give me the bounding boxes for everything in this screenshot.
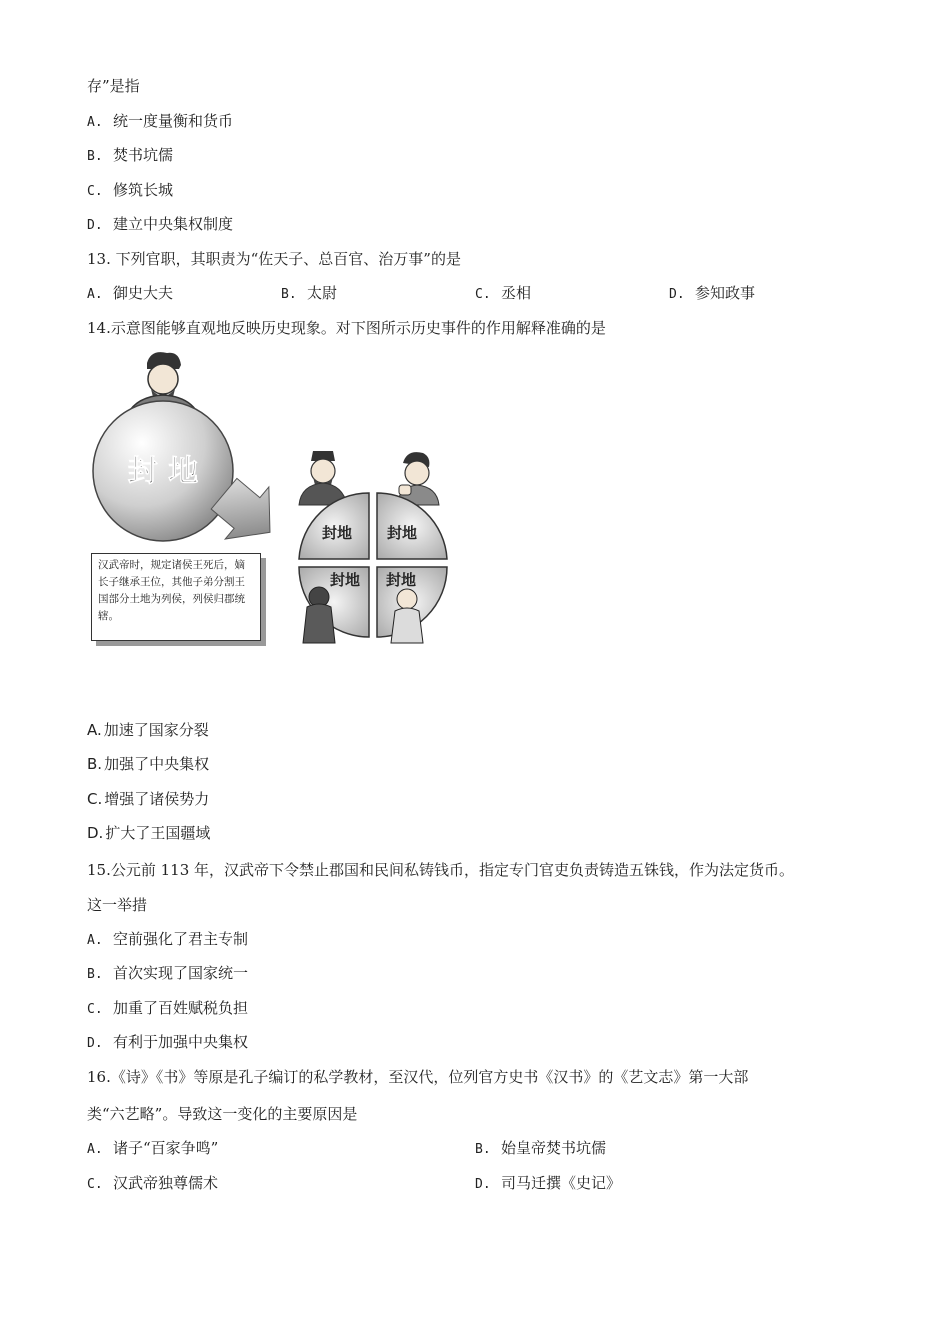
q16-option-d[interactable] xyxy=(475,1173,621,1195)
option-text: 始皇帝焚书坑儒 xyxy=(501,1139,607,1157)
option-label: B. xyxy=(87,755,103,773)
q13-option-c[interactable] xyxy=(475,283,531,305)
q14-option-d[interactable] xyxy=(87,823,210,843)
q14-option-c[interactable] xyxy=(87,789,209,809)
option-label: C. xyxy=(87,184,103,199)
q12-stem-end: 存”是指 xyxy=(87,77,140,95)
option-text: 御史大夫 xyxy=(113,284,174,302)
option-text: 有利于加强中央集权 xyxy=(113,1033,249,1051)
option-text: 加速了国家分裂 xyxy=(103,721,209,739)
fief-diagram xyxy=(87,345,457,650)
option-text: 司马迁撰《史记》 xyxy=(501,1174,622,1192)
option-label: A. xyxy=(87,115,103,130)
option-label: A. xyxy=(87,933,103,948)
q13-stem: 13. 下列官职，其职责为“佐天子、总百官、治万事”的是 xyxy=(87,250,461,268)
q12-option-d[interactable] xyxy=(87,214,233,236)
option-label: B. xyxy=(475,1142,491,1157)
q14-stem: 14.示意图能够直观地反映历史现象。对下图所示历史事件的作用解释准确的是 xyxy=(87,319,606,337)
option-label: D. xyxy=(87,1036,103,1051)
q14-option-a[interactable] xyxy=(87,720,209,740)
q16-option-b[interactable] xyxy=(475,1138,606,1160)
q15-option-b[interactable] xyxy=(87,963,248,985)
option-text: 丞相 xyxy=(501,284,532,302)
fief-label: 封地 xyxy=(385,571,417,589)
fief-label: 封地 xyxy=(386,524,418,542)
q15-option-a[interactable] xyxy=(87,929,248,951)
option-label: B. xyxy=(87,149,103,164)
q12-option-b[interactable] xyxy=(87,145,173,167)
option-label: B. xyxy=(87,967,103,982)
fief-label: 封地 xyxy=(321,524,353,542)
q15-option-d[interactable] xyxy=(87,1032,248,1054)
option-label: D. xyxy=(87,218,103,233)
q16-option-a[interactable] xyxy=(87,1138,218,1160)
big-ball-label: 封 地 xyxy=(127,454,199,489)
option-label: C. xyxy=(87,790,103,808)
option-label: A. xyxy=(87,1142,103,1157)
option-label: D. xyxy=(87,824,104,842)
option-text: 扩大了王国疆域 xyxy=(105,824,211,842)
q13-option-b[interactable] xyxy=(281,283,337,305)
option-text: 修筑长城 xyxy=(113,181,174,199)
small-lord-top-left xyxy=(299,451,347,505)
option-text: 首次实现了国家统一 xyxy=(113,964,249,982)
option-text: 汉武帝独尊儒术 xyxy=(113,1174,219,1192)
option-text: 建立中央集权制度 xyxy=(113,215,234,233)
option-label: C. xyxy=(87,1002,103,1017)
q16-stem-line1: 16.《诗》《书》等原是孔子编订的私学教材，至汉代，位列官方史书《汉书》的《艺文志》第一大部 xyxy=(87,1068,749,1086)
option-label: A. xyxy=(87,721,102,739)
q15-stem-line2: 这一举措 xyxy=(87,896,148,914)
small-lord-top-right xyxy=(397,452,439,505)
q12-option-c[interactable] xyxy=(87,180,173,202)
option-text: 加强了中央集权 xyxy=(104,755,210,773)
option-text: 诸子“百家争鸣” xyxy=(113,1139,219,1157)
q16-option-c[interactable] xyxy=(87,1173,218,1195)
option-label: A. xyxy=(87,287,103,302)
fief-label: 封地 xyxy=(329,571,361,589)
option-text: 焚书坑儒 xyxy=(113,146,174,164)
option-label: C. xyxy=(87,1177,103,1192)
option-text: 空前强化了君主专制 xyxy=(113,930,249,948)
q15-option-c[interactable] xyxy=(87,998,248,1020)
q13-option-a[interactable] xyxy=(87,283,173,305)
option-label: B. xyxy=(281,287,297,302)
option-text: 加重了百姓赋税负担 xyxy=(113,999,249,1017)
q15-stem-line1: 15.公元前 113 年，汉武帝下令禁止郡国和民间私铸钱币，指定专门官吏负责铸造五铢钱，作为法定货币。 xyxy=(87,861,795,879)
option-label: C. xyxy=(475,287,491,302)
option-text: 太尉 xyxy=(307,284,338,302)
option-text: 统一度量衡和货币 xyxy=(113,112,234,130)
diagram-caption: 汉武帝时，规定诸侯王死后，嫡长子继承王位，其他子弟分割王国部分土地为列侯，列侯归郡统辖。 xyxy=(91,553,261,641)
option-label: D. xyxy=(475,1177,491,1192)
q13-option-d[interactable] xyxy=(669,283,755,305)
option-text: 增强了诸侯势力 xyxy=(104,790,210,808)
option-text: 参知政事 xyxy=(695,284,756,302)
q14-option-b[interactable] xyxy=(87,754,209,774)
q16-stem-line2: 类“六艺略”。导致这一变化的主要原因是 xyxy=(87,1105,358,1123)
option-label: D. xyxy=(669,287,685,302)
q12-option-a[interactable] xyxy=(87,111,233,133)
